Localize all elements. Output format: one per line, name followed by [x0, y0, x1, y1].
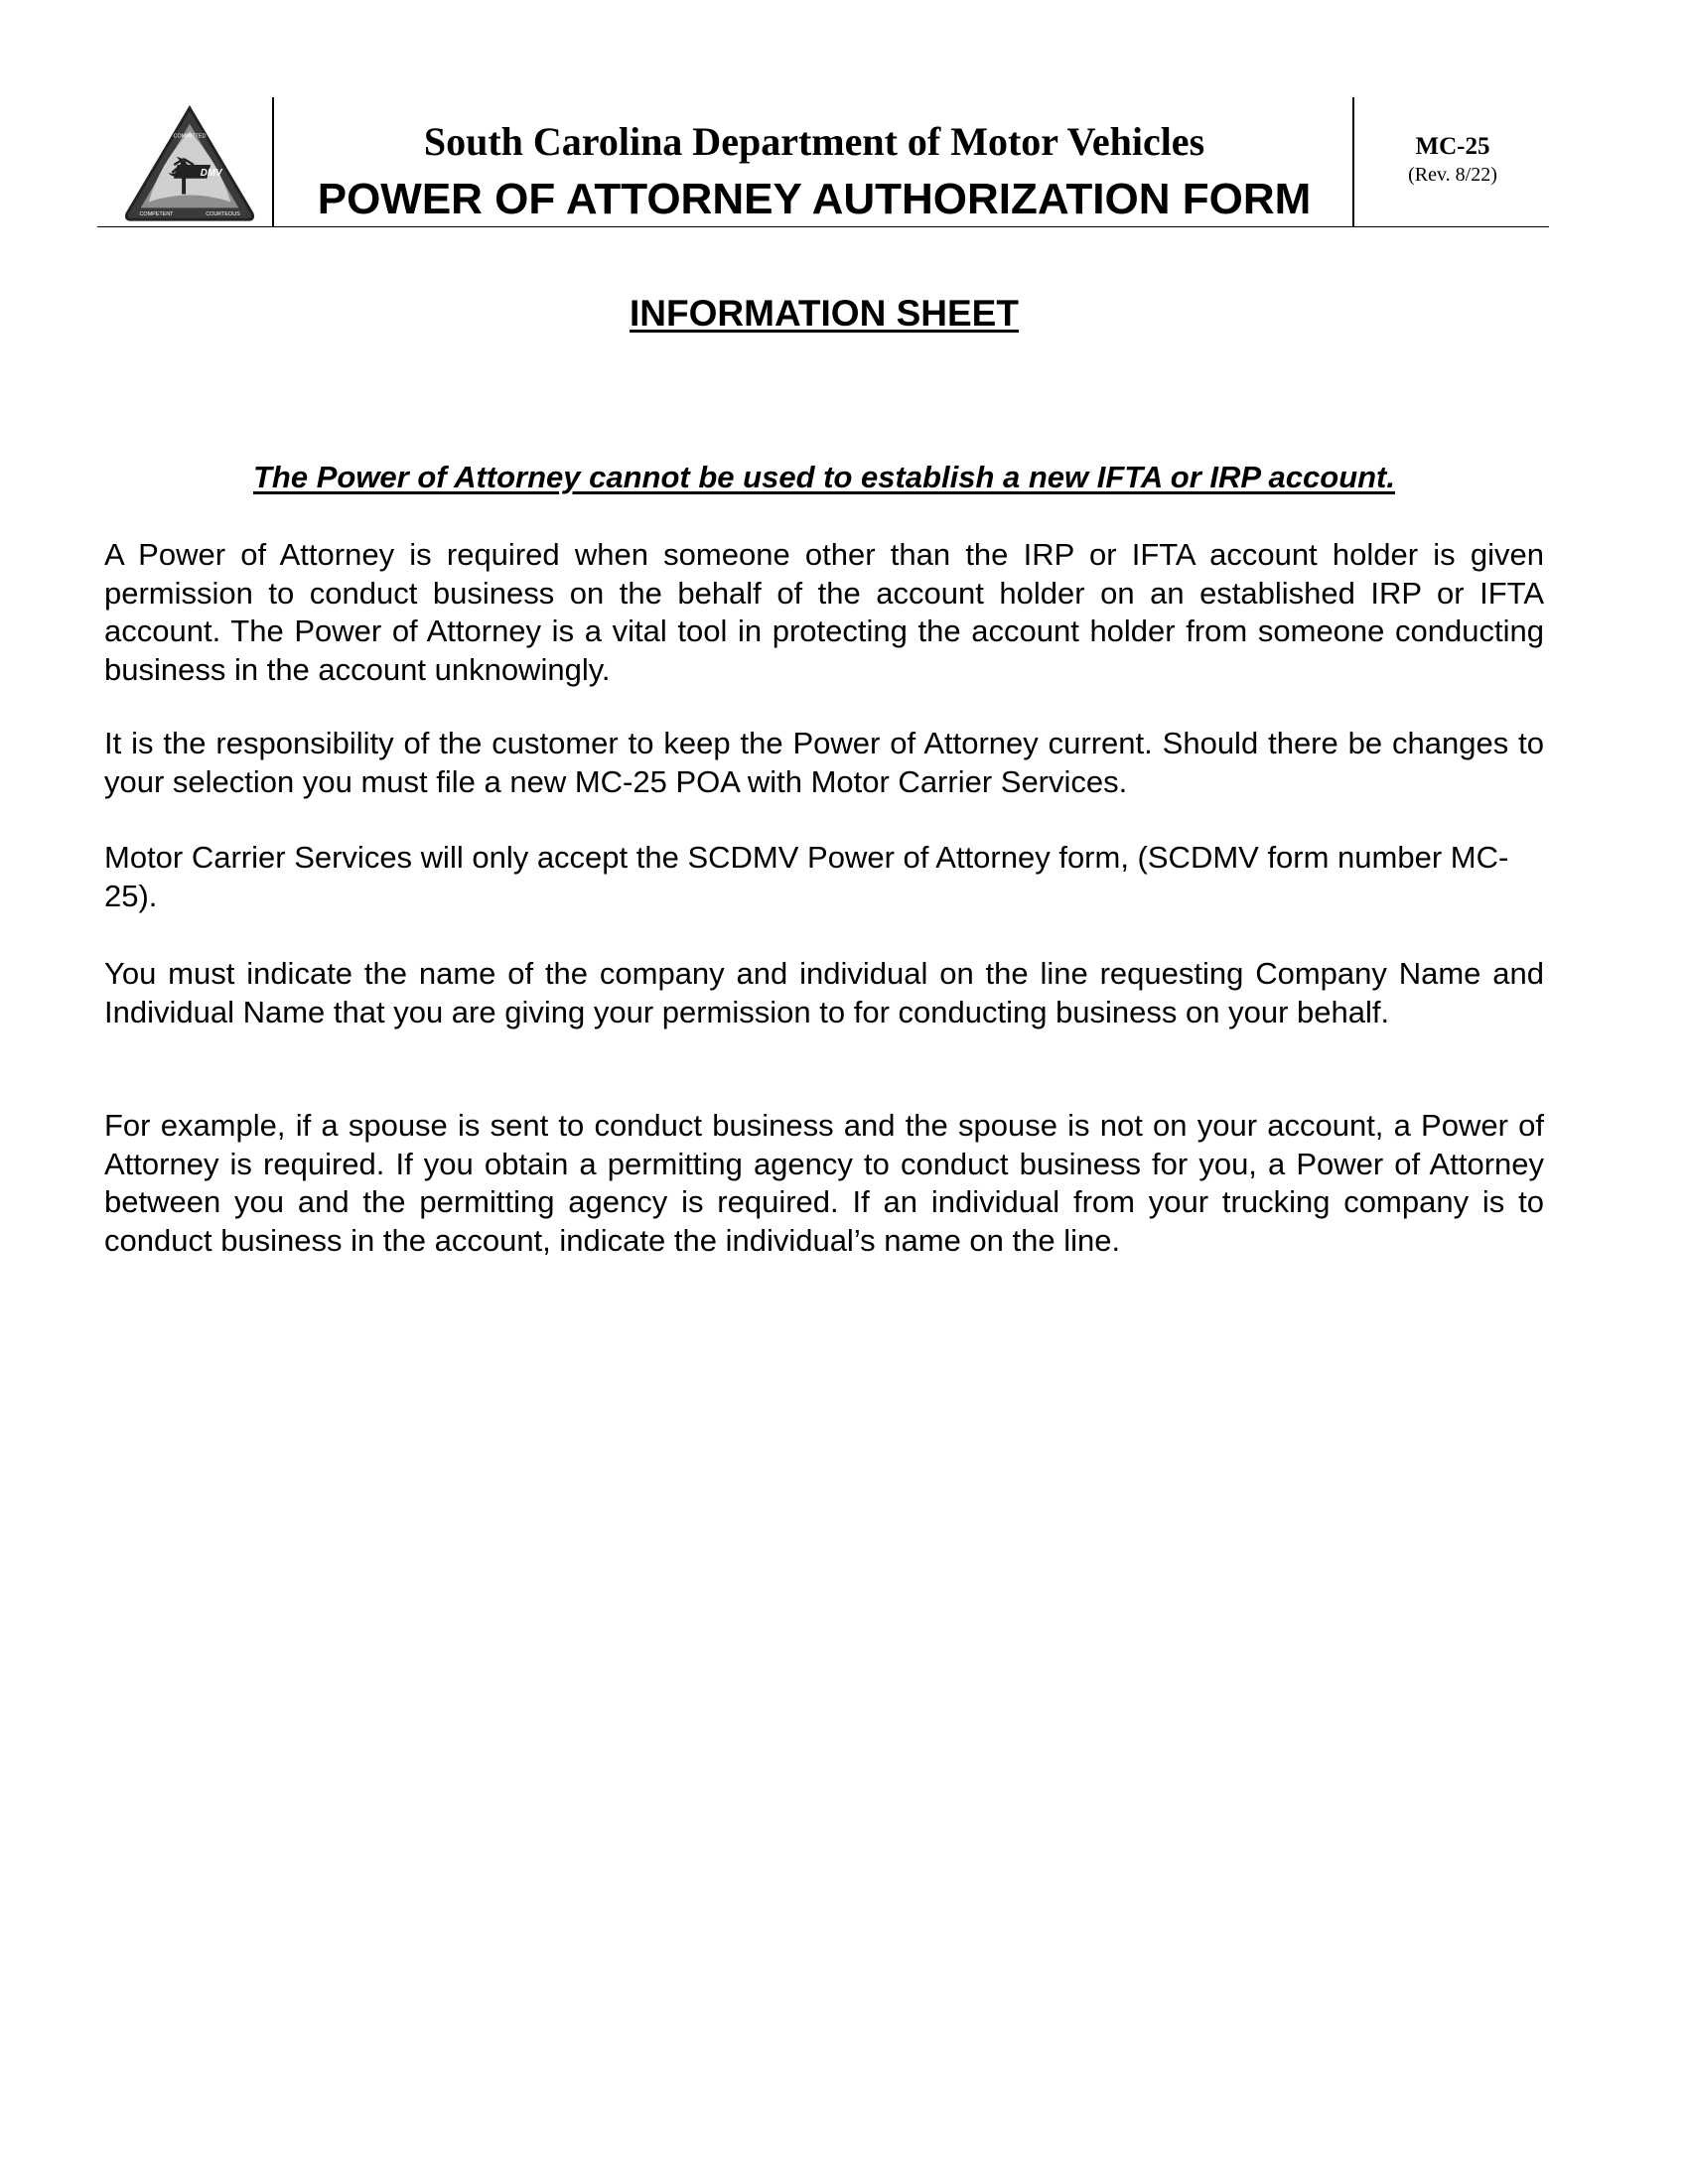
- paragraph-example: For example, if a spouse is sent to conduct business and the spouse is not on your account, a Power of Attorney is required. If you obtain a permitting agency to conduct business for you, a Power of Attorney between you and the permitting agency is required. If an individual from your trucking company is to conduct business in the account, indicate the individual’s name on the line.: [104, 1108, 1544, 1258]
- svg-text:COMPETENT: COMPETENT: [139, 211, 174, 218]
- paragraph-indicate-names: You must indicate the name of the company and individual on the line requesting Company Name and Individual Name that you are giving your permission to for conducting business on your behalf.: [104, 956, 1544, 1029]
- svg-text:COMMITTED: COMMITTED: [173, 133, 207, 140]
- agency-name: South Carolina Department of Motor Vehicles: [423, 119, 1205, 164]
- header-divider-left: [272, 97, 274, 226]
- form-revision: (Rev. 8/22): [1408, 164, 1497, 186]
- form-number: MC-25: [1415, 133, 1490, 160]
- paragraph-accepted-form: Motor Carrier Services will only accept the SCDMV Power of Attorney form, (SCDMV form number MC-25).: [104, 840, 1509, 913]
- sheet-title: INFORMATION SHEET: [630, 293, 1019, 334]
- form-header: [97, 97, 1549, 227]
- form-title: POWER OF ATTORNEY AUTHORIZATION FORM: [317, 175, 1312, 223]
- warning-notice: The Power of Attorney cannot be used to establish a new IFTA or IRP account.: [252, 460, 1395, 494]
- svg-text:COURTEOUS: COURTEOUS: [206, 211, 240, 218]
- paragraph-poa-requirement: A Power of Attorney is required when someone other than the IRP or IFTA account holder is given permission to conduct business on the behalf of the account holder on an established IRP or IFTA account. The Power of Attorney is a vital tool in protecting the account holder from someone conducting business in the account unknowingly.: [104, 537, 1544, 687]
- header-divider-right: [1352, 97, 1354, 226]
- scdmv-logo-icon: [121, 103, 258, 226]
- paragraph-responsibility: It is the responsibility of the customer to keep the Power of Attorney current. Should there be changes to your selection you must file a new MC-25 POA with Motor Carrier Services.: [104, 726, 1544, 799]
- svg-text:DMV: DMV: [200, 167, 222, 179]
